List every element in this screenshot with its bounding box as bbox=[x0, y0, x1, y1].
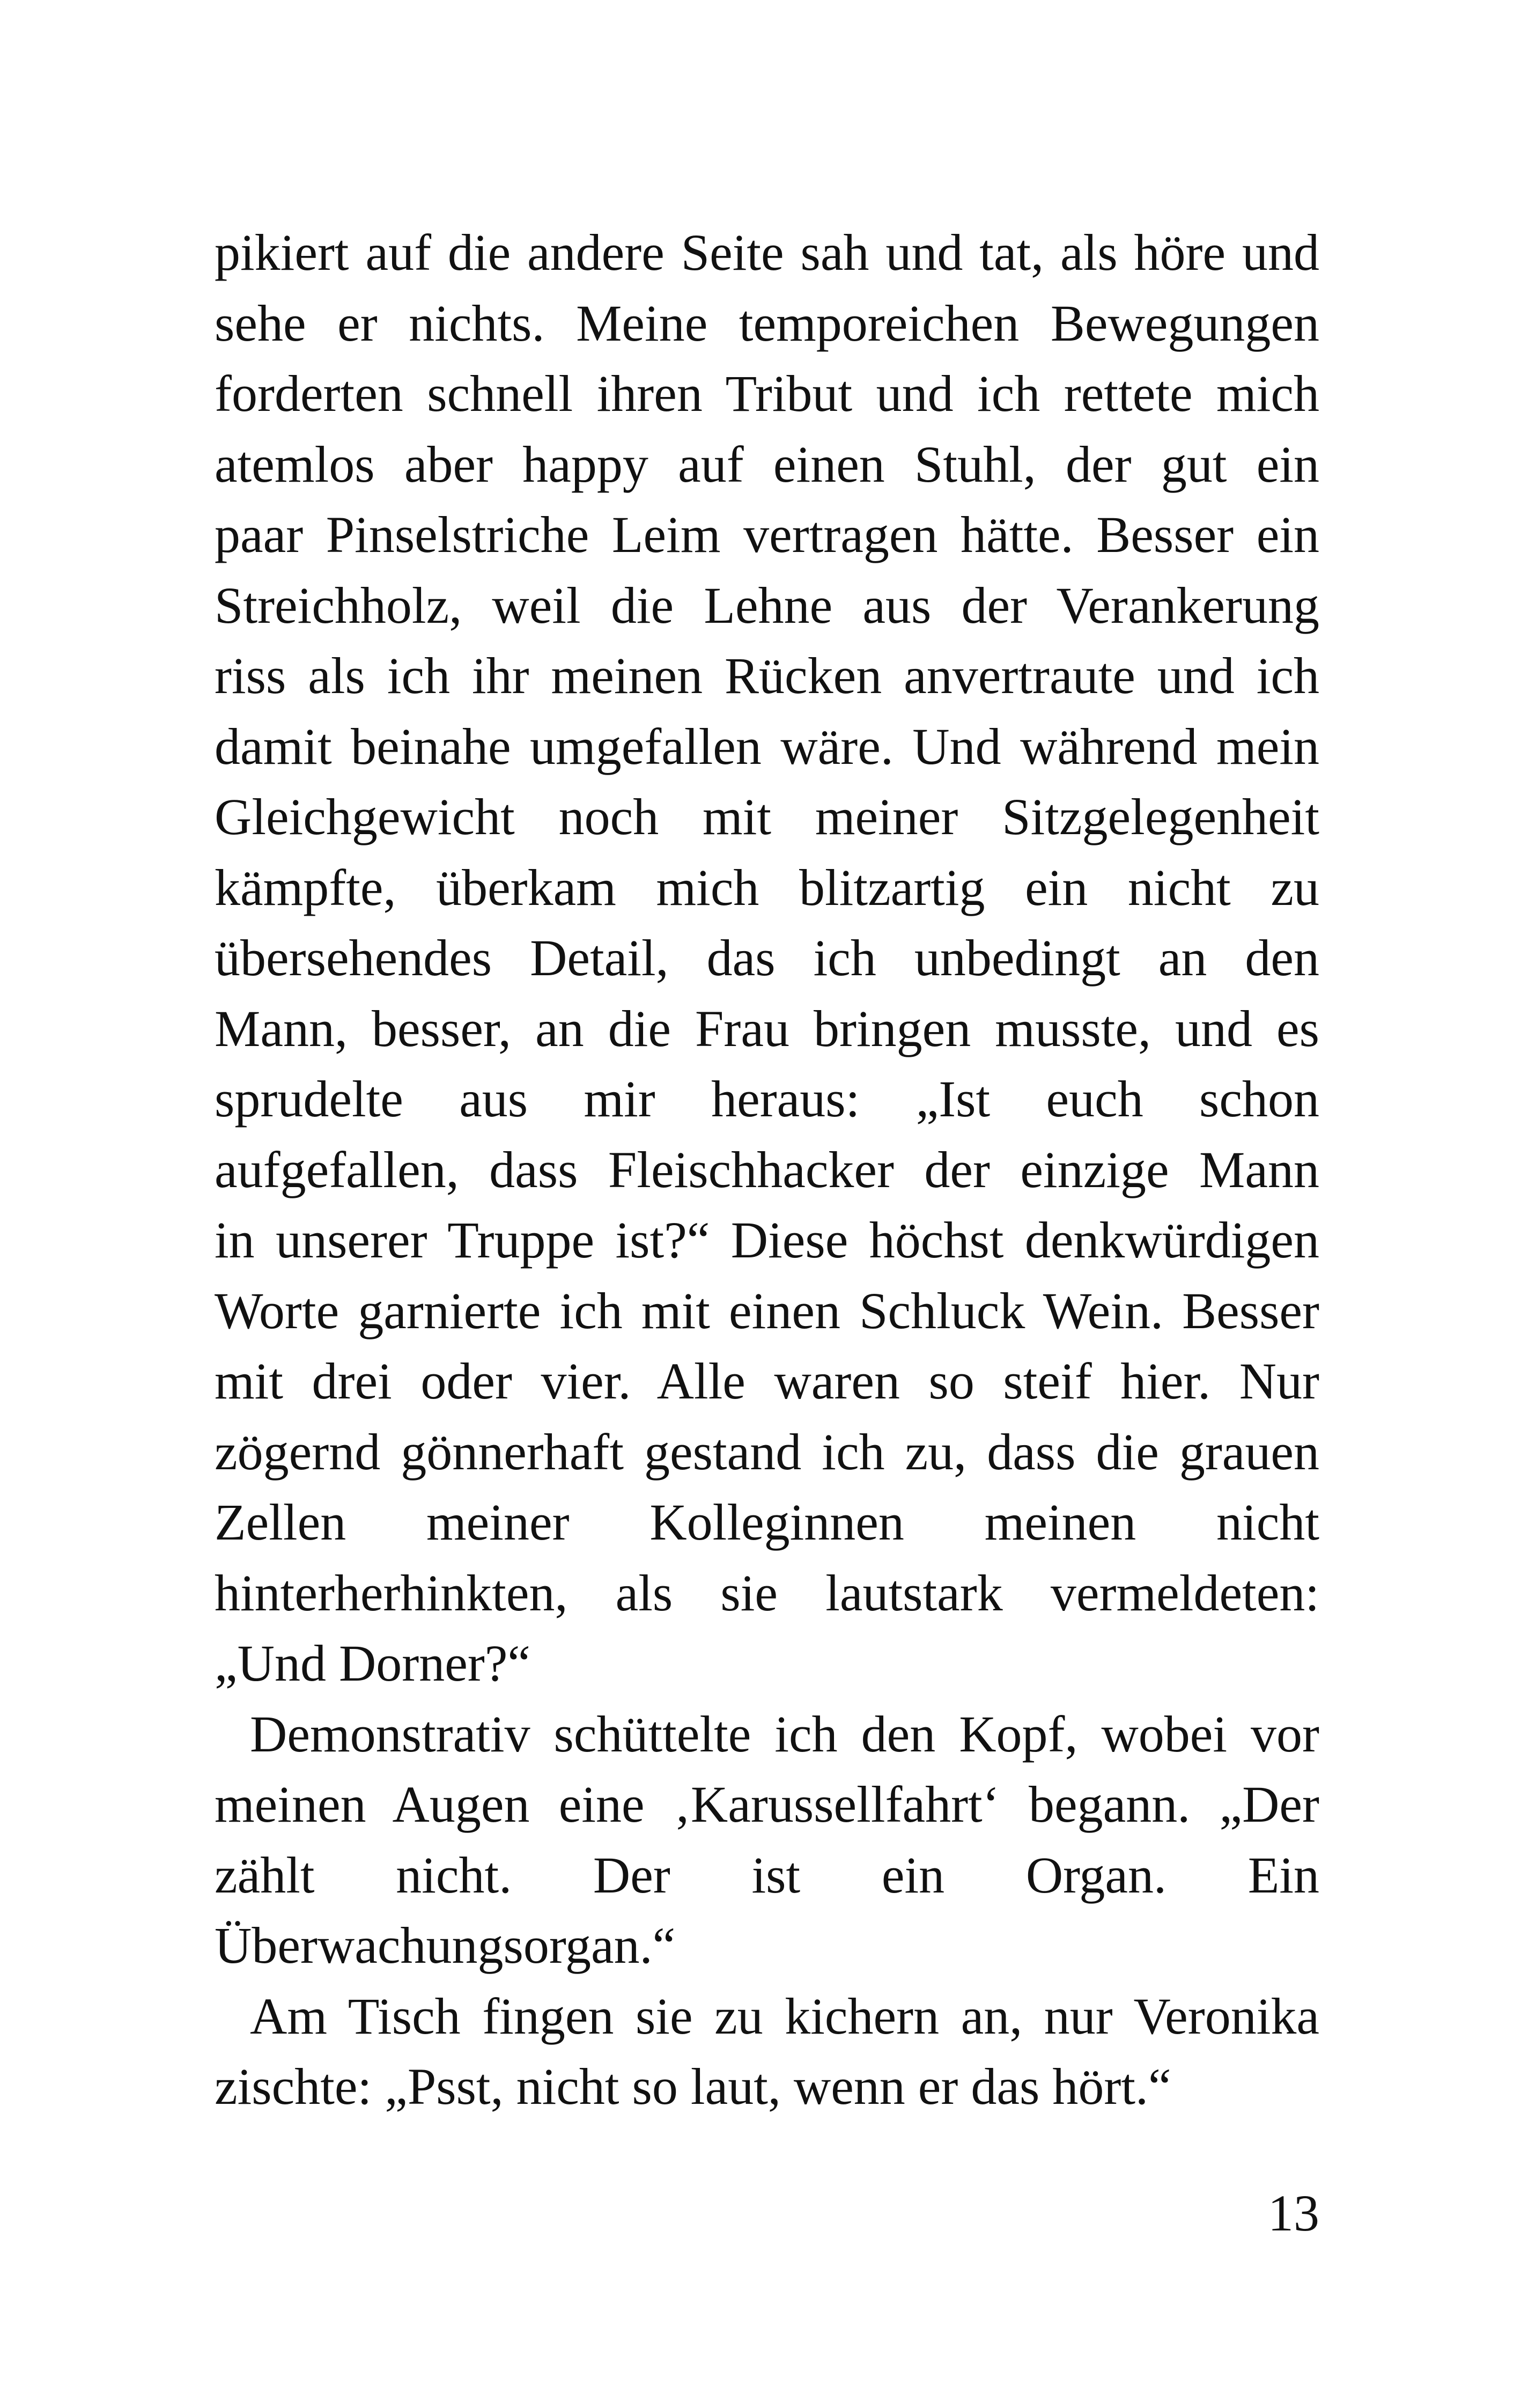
text-line: Zellen meiner Kolleginnen meinen nicht bbox=[215, 1493, 1319, 1551]
paragraph-3 bbox=[215, 1981, 1319, 2122]
text-line: hinterherhinkten, als sie lautstark vermeldeten: bbox=[215, 1564, 1319, 1622]
text-line: Gleichgewicht noch mit meiner Sitzgelegenheit bbox=[215, 788, 1319, 845]
text-line: sprudelte aus mir heraus: „Ist euch schon bbox=[215, 1070, 1319, 1128]
text-line: in unserer Truppe ist?“ Diese höchst denkwürdigen bbox=[215, 1211, 1319, 1269]
text-line: forderten schnell ihren Tribut und ich rettete mich bbox=[215, 365, 1319, 422]
text-line: zögernd gönnerhaft gestand ich zu, dass die grauen bbox=[215, 1423, 1319, 1481]
page-body bbox=[215, 217, 1319, 2122]
text-line: „Und Dorner?“ bbox=[215, 1634, 531, 1692]
text-line: aufgefallen, dass Fleischhacker der einzige Mann bbox=[215, 1140, 1319, 1198]
text-line: meinen Augen eine ‚Karussellfahrt‘ begann. „Der bbox=[215, 1776, 1319, 1833]
text-line: sehe er nichts. Meine temporeichen Bewegungen bbox=[215, 294, 1319, 352]
text-line: zischte: „Psst, nicht so laut, wenn er das hört.“ bbox=[215, 2058, 1171, 2115]
text-line: mit drei oder vier. Alle waren so steif hier. Nur bbox=[215, 1352, 1319, 1410]
text-line: Worte garnierte ich mit einen Schluck Wein. Besser bbox=[215, 1282, 1319, 1339]
text-line: riss als ich ihr meinen Rücken anvertraute und ich bbox=[215, 647, 1319, 704]
text-line: Am Tisch fingen sie zu kichern an, nur Veronika bbox=[250, 1987, 1319, 2045]
text-line: Mann, besser, an die Frau bringen musste, und es bbox=[215, 999, 1319, 1057]
paragraph-2 bbox=[215, 1699, 1319, 1981]
text-line: Demonstrativ schüttelte ich den Kopf, wobei vor bbox=[250, 1705, 1319, 1763]
text-line: damit beinahe umgefallen wäre. Und während mein bbox=[215, 717, 1319, 775]
text-line: übersehendes Detail, das ich unbedingt an den bbox=[215, 929, 1319, 986]
paragraph-1 bbox=[215, 217, 1319, 1699]
text-line: kämpfte, überkam mich blitzartig ein nicht zu bbox=[215, 858, 1319, 916]
text-line: pikiert auf die andere Seite sah und tat, als höre und bbox=[215, 224, 1319, 281]
text-line: zählt nicht. Der ist ein Organ. Ein bbox=[215, 1846, 1319, 1904]
text-line: paar Pinselstriche Leim vertragen hätte. Besser ein bbox=[215, 506, 1319, 563]
page-number: 13 bbox=[1268, 2184, 1319, 2242]
text-line: atemlos aber happy auf einen Stuhl, der gut ein bbox=[215, 435, 1319, 493]
text-line: Streichholz, weil die Lehne aus der Verankerung bbox=[215, 576, 1319, 634]
text-line: Überwachungsorgan.“ bbox=[215, 1917, 676, 1974]
